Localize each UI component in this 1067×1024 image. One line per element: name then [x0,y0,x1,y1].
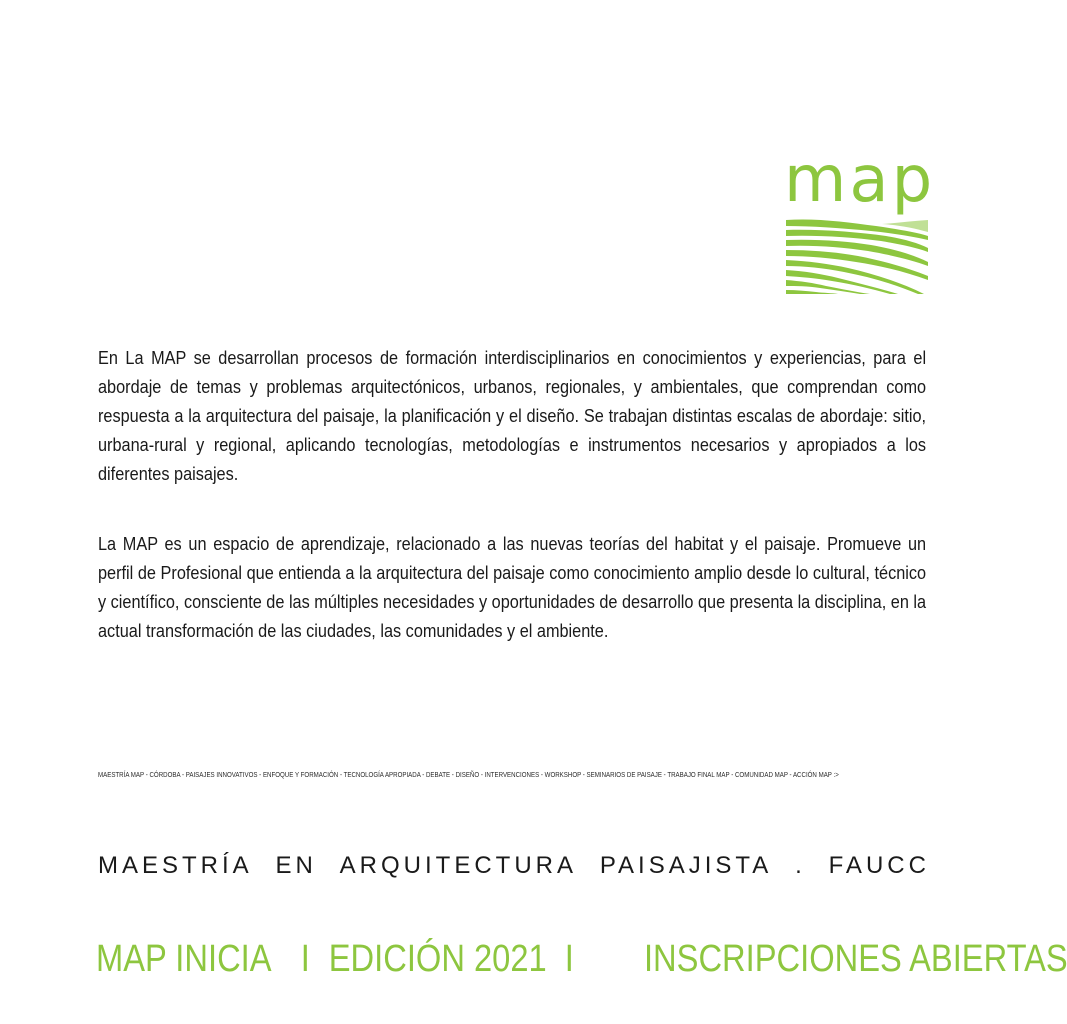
landscape-stripes-icon [786,220,928,294]
title-word: EN [275,852,317,879]
title-word: PAISAJISTA [599,852,773,879]
map-logo [784,143,936,217]
intro-paragraph: En La MAP se desarrollan procesos de formación interdisciplinarios en conocimientos y experiencias, para el abordaje de temas y problemas arquitectónicos, urbanos, regionales, y ambientales, que comprendan como respuesta a la arquitectura del paisaje, la planificación y el diseño. Se trabajan distintas escalas de abordaje: sitio, urbana-rural y regional, aplicando tecnologías, metodologías e instrumentos necesarios y apropiados a los diferentes paisajes. [98,347,927,484]
program-title [98,852,930,880]
keyword-tagline: MAESTRÍA MAP - CÓRDOBA - PAISAJES INNOVATIVOS - ENFOQUE Y FORMACIÓN - TECNOLOGÍA APROPIADA - DEBATE - DISEÑO - INTERVENCIONES - WORKSHOP - SEMINARIOS DE PAISAJE - TRABAJO FINAL MAP - COMUNIDAD MAP - ACCIÓN MAP :> [98,770,839,779]
footer-separator: I [300,938,310,980]
announcement-footer [96,938,1067,981]
footer-start: MAP INICIA [96,938,272,980]
footer-edition: EDICIÓN 2021 [328,938,547,980]
footer-separator: I [564,938,574,980]
profile-paragraph: La MAP es un espacio de aprendizaje, relacionado a las nuevas teorías del habitat y el paisaje. Promueve un perfil de Profesional que entienda a la arquitectura del paisaje como conocimiento amplio desde lo cultural, técnico y científico, consciente de las múltiples necesidades y oportunidades de desarrollo que presenta la disciplina, en la actual transformación de las ciudades, las comunidades y el ambiente. [98,533,927,641]
title-word: FAUCC [828,852,930,879]
title-word: ARQUITECTURA [339,852,577,879]
title-word: MAESTRÍA [98,852,253,879]
footer-registration: INSCRIPCIONES ABIERTAS [643,938,1067,980]
logo-wordmark: map [784,143,936,217]
title-word: . [795,852,806,879]
